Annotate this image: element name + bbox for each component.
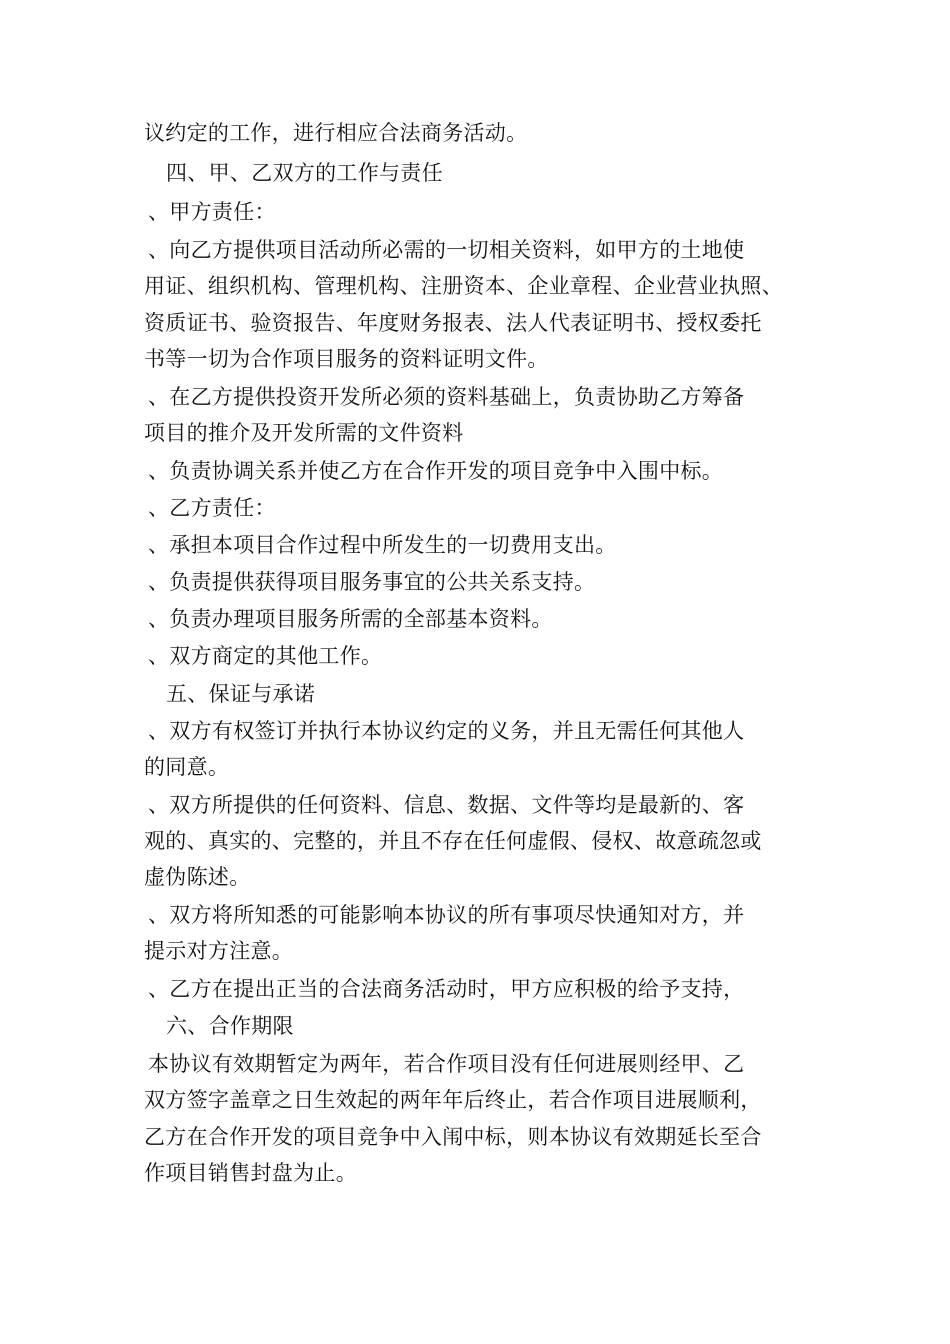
paragraph-line: 、双方所提供的任何资料、信息、数据、文件等均是最新的、客 — [148, 793, 745, 817]
paragraph-line: 、甲方责任： — [148, 200, 276, 224]
paragraph-line: 的同意。 — [144, 755, 230, 779]
section-heading: 五、保证与承诺 — [166, 682, 316, 706]
paragraph-line: 议约定的工作，进行相应合法商务活动。 — [144, 121, 528, 145]
paragraph-line: 、负责办理项目服务所需的全部基本资料。 — [148, 607, 553, 631]
paragraph-line: 、乙方在提出正当的合法商务活动时，甲方应积极的给予支持， — [148, 977, 745, 1001]
section-heading: 六、合作期限 — [166, 1014, 294, 1038]
paragraph-line: 项目的推介及开发所需的文件资料 — [144, 421, 464, 445]
paragraph-line: 、负责提供获得项目服务事宜的公共关系支持。 — [148, 570, 596, 594]
paragraph-line: 虚伪陈述。 — [144, 865, 251, 889]
section-heading: 四、甲、乙双方的工作与责任 — [166, 161, 443, 185]
paragraph-line: 书等一切为合作项目服务的资料证明文件。 — [144, 347, 549, 371]
paragraph-line: 、双方有权签订并执行本协议约定的义务，并且无需任何其他人 — [148, 719, 745, 743]
paragraph-line: 观的、真实的、完整的，并且不存在任何虚假、侵权、故意疏忽或 — [144, 829, 762, 853]
paragraph-line: 、乙方责任： — [148, 496, 276, 520]
paragraph-line: 乙方在合作开发的项目竞争中入闱中标，则本协议有效期延长至合 — [144, 1125, 762, 1149]
paragraph-line: 、双方商定的其他工作。 — [148, 644, 383, 668]
paragraph-line: 、承担本项目合作过程中所发生的一切费用支出。 — [148, 533, 617, 557]
paragraph-line: 提示对方注意。 — [144, 939, 294, 963]
paragraph-line: 、向乙方提供项目活动所必需的一切相关资料，如甲方的土地使 — [148, 238, 745, 262]
paragraph-line: 用证、组织机构、管理机构、注册资本、企业章程、企业营业执照、 — [144, 274, 783, 298]
paragraph-line: 、双方将所知悉的可能影响本协议的所有事项尽快通知对方，并 — [148, 903, 745, 927]
paragraph-line: 作项目销售封盘为止。 — [144, 1161, 357, 1185]
paragraph-line: 本协议有效期暂定为两年，若合作项目没有任何进展则经甲、乙 — [148, 1052, 745, 1076]
paragraph-line: 、负责协调关系并使乙方在合作开发的项目竞争中入围中标。 — [148, 459, 724, 483]
paragraph-line: 双方签字盖章之日生效起的两年年后终止，若合作项目进展顺利， — [144, 1088, 762, 1112]
paragraph-line: 、在乙方提供投资开发所必须的资料基础上，负责协助乙方筹备 — [148, 385, 745, 409]
paragraph-line: 资质证书、验资报告、年度财务报表、法人代表证明书、授权委托 — [144, 311, 762, 335]
